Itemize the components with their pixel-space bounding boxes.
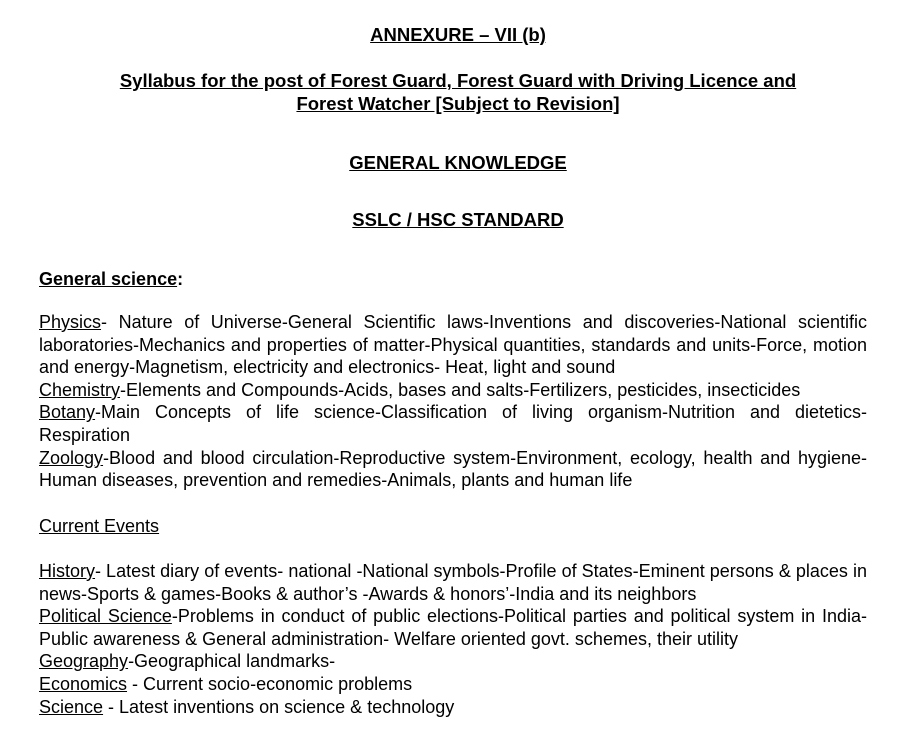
standard-heading: SSLC / HSC STANDARD <box>352 209 564 230</box>
topic-text: -Main Concepts of life science-Classification of living organism-Nutrition and dietetics-Respiration <box>39 402 867 445</box>
topic-economics <box>39 673 867 696</box>
general-science-topics <box>39 311 867 492</box>
topic-title: Physics <box>39 312 102 332</box>
topic-title: Political Science <box>39 606 172 627</box>
topic-history <box>39 560 867 605</box>
topic-text: - Latest inventions on science & technology <box>103 696 455 717</box>
topic-geography <box>39 650 867 673</box>
topic-text: - Nature of Universe-General Scientific laws-Inventions and discoveries-National scientific laboratories-Mechanics and properties of matter-Physical quantities, standards and units-Force, motion and energy-Magnetism, electricity and electronics- Heat, light and sound <box>39 312 867 378</box>
topic-title: Economics <box>39 673 128 694</box>
topic-political-science <box>39 605 867 650</box>
topic-text: -Problems in conduct of public elections-Political parties and political system in India-Public awareness & General administration- Welfare oriented govt. schemes, their utility <box>39 606 867 649</box>
topic-chemistry <box>39 379 867 402</box>
syllabus-title-line-1: Syllabus for the post of Forest Guard, Forest Guard with Driving Licence and <box>119 70 797 91</box>
topic-physics <box>39 311 867 379</box>
syllabus-title-line-2: Forest Watcher [Subject to Revision] <box>296 93 620 114</box>
subject-heading: GENERAL KNOWLEDGE <box>349 152 567 173</box>
topic-zoology <box>39 447 867 492</box>
annexure-heading: ANNEXURE – VII (b) <box>370 24 546 45</box>
topic-title: Geography <box>39 651 129 672</box>
topic-title: Chemistry <box>39 379 121 400</box>
topic-botany <box>39 401 867 446</box>
current-events-heading: Current Events <box>39 516 160 536</box>
general-science-heading <box>39 268 183 290</box>
topic-title: Science <box>39 696 104 717</box>
general-science-heading-text: General science <box>39 269 178 289</box>
topic-text: -Blood and blood circulation-Reproductive system-Environment, ecology, health and hygiene-Human diseases, prevention and remedies-Animals, plants and human life <box>39 447 867 491</box>
current-events-topics <box>39 560 867 718</box>
topic-science <box>39 696 867 719</box>
topic-text: -Elements and Compounds-Acids, bases and salts-Fertilizers, pesticides, insecticides <box>120 379 801 400</box>
general-science-colon: : <box>177 269 184 289</box>
topic-text: -Geographical landmarks- <box>128 651 336 672</box>
topic-title: History <box>39 561 96 581</box>
topic-title: Botany <box>39 402 96 423</box>
topic-title: Zoology <box>39 447 104 468</box>
topic-text: - Latest diary of events- national -National symbols-Profile of States-Eminent persons & places in news-Sports & games-Books & author’s -Awards & honors’-India and its neighbors <box>39 561 867 604</box>
topic-text: - Current socio-economic problems <box>127 673 413 694</box>
syllabus-title <box>40 69 876 115</box>
